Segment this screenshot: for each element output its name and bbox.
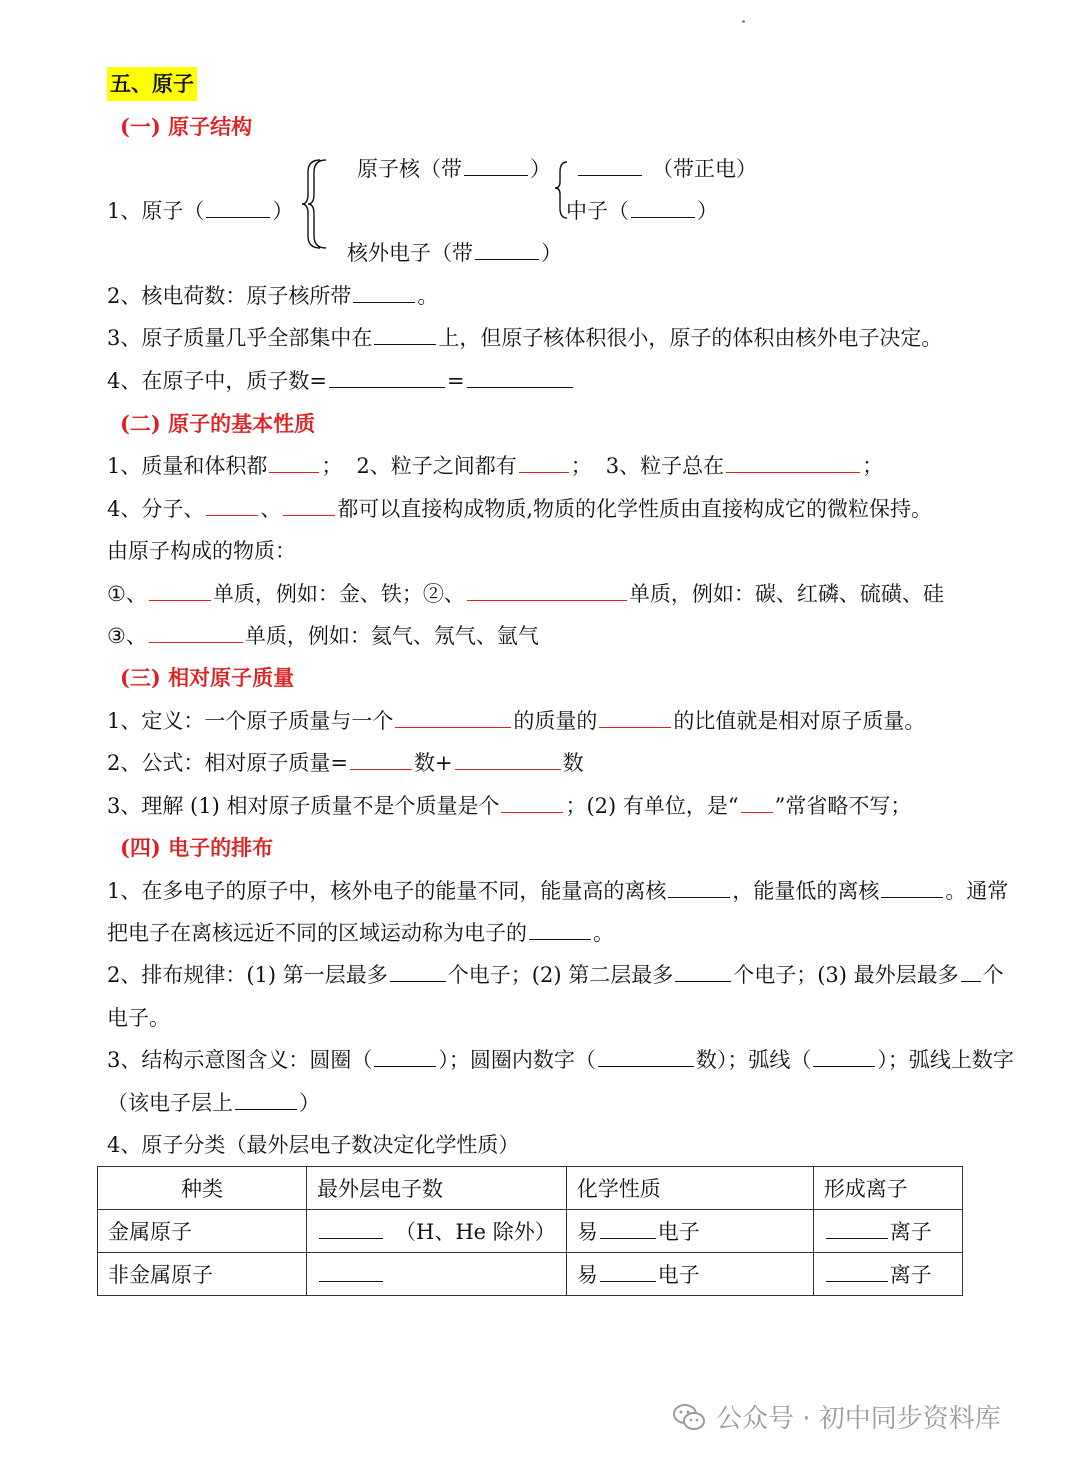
blank (329, 367, 445, 388)
blank (283, 495, 335, 516)
text: ； (321, 454, 343, 478)
text: 、 (260, 497, 282, 521)
blank (813, 1046, 875, 1067)
scan-speck (742, 20, 745, 23)
text: 单质，例如：金、铁；②、 (212, 582, 465, 606)
blank (390, 961, 446, 982)
text: 离子 (889, 1220, 932, 1244)
text: ； (862, 454, 884, 478)
text: 易 (576, 1220, 598, 1244)
blank (467, 367, 573, 388)
line-definition (107, 706, 925, 736)
text: ①、 (107, 582, 147, 606)
blank (353, 282, 415, 303)
text: 2、公式：相对原子质量= (107, 751, 348, 775)
blank (319, 1261, 383, 1282)
proton-line (576, 154, 757, 184)
blank (600, 1218, 656, 1239)
text: 单质，例如：氦气、氖气、氩气 (244, 624, 539, 648)
proton-note: （带正电） (652, 157, 757, 181)
text: 4、在原子中，质子数= (107, 369, 327, 393)
blank (455, 749, 561, 770)
blank (668, 877, 730, 898)
text: ； (570, 454, 592, 478)
blank (464, 155, 528, 176)
header-ion-formed: 形成离子 (813, 1167, 962, 1210)
line-electron-shells (107, 918, 614, 948)
line-energy-levels (107, 876, 1008, 906)
text: 。 (593, 921, 614, 945)
text: ”常省略不写； (774, 794, 912, 818)
curly-brace-atom (300, 158, 328, 250)
line-noble-gas-examples (107, 621, 539, 651)
text: 个电子；(2) 第二层最多 (447, 963, 674, 987)
cell-kind: 金属原子 (98, 1210, 307, 1253)
blank (826, 1218, 888, 1239)
section-heading-basic-properties: (二) 原子的基本性质 (120, 411, 316, 436)
blank (235, 1089, 297, 1110)
blank (395, 707, 511, 728)
atom-structure-root (107, 196, 293, 226)
text: 2、核电荷数：原子核所带 (107, 284, 352, 308)
text: 把电子在离核远近不同的区域运动称为电子的 (107, 921, 527, 945)
text: ③、 (107, 624, 147, 648)
line-arrangement-rules-cont: 电子。 (107, 1006, 170, 1030)
text: 1、定义：一个原子质量与一个 (107, 709, 394, 733)
text: ）；弧线上数字 (877, 1048, 1014, 1072)
blank (350, 749, 412, 770)
nucleus-line (357, 154, 551, 184)
blank (631, 197, 695, 218)
blank (374, 324, 436, 345)
text: 1、在多电子的原子中，核外电子的能量不同，能量高的离核 (107, 879, 667, 903)
electron-line (347, 238, 562, 268)
blank (149, 580, 211, 601)
header-outer-electrons: 最外层电子数 (307, 1167, 567, 1210)
blank (826, 1261, 888, 1282)
blank (529, 919, 591, 940)
blank (675, 961, 731, 982)
text: 2、排布规律：(1) 第一层最多 (107, 963, 388, 987)
watermark-text: 公众号 · 初中同步资料库 (716, 1404, 1001, 1434)
line-metal-examples (107, 579, 944, 609)
text: 数 (562, 751, 584, 775)
text: ；(2) 有单位，是“ (565, 794, 739, 818)
blank (578, 155, 642, 176)
cell-kind: 非金属原子 (98, 1253, 307, 1296)
blank (600, 1261, 656, 1282)
text: 离子 (889, 1263, 932, 1287)
wechat-icon (672, 1402, 706, 1432)
section-heading-relative-mass: (三) 相对原子质量 (120, 665, 295, 690)
electron-close: ） (541, 241, 562, 265)
nucleus-close: ） (530, 157, 551, 181)
text: 电子 (657, 1263, 700, 1287)
section-heading-atomic-structure: (一) 原子结构 (120, 114, 253, 139)
line-atom-classification: 4、原子分类（最外层电子数决定化学性质） (107, 1133, 520, 1157)
blank (149, 622, 243, 643)
blank (206, 495, 258, 516)
blank (206, 197, 270, 218)
text: 数）；弧线（ (695, 1048, 812, 1072)
text: 易 (576, 1263, 598, 1287)
blank (319, 1218, 383, 1239)
line-atomic-mass (107, 323, 942, 353)
table-row (98, 1210, 963, 1253)
line-diagram-meaning (107, 1045, 1014, 1075)
blank (741, 792, 773, 813)
text: = (446, 369, 465, 393)
line-atom-substances: 由原子构成的物质： (107, 539, 296, 563)
neutron-line (566, 196, 718, 226)
page-title: 五、原子 (107, 67, 197, 101)
header-kind: 种类 (98, 1167, 307, 1210)
text: （该电子层上 (107, 1091, 233, 1115)
line-diagram-meaning-cont (107, 1088, 320, 1118)
text: 个 (982, 963, 1004, 987)
text: 上，但原子核体积很小，原子的体积由核外电子决定。 (438, 326, 943, 350)
cell-ion-formed (813, 1253, 962, 1296)
electron-label: 核外电子（带 (347, 241, 473, 265)
cell-ion-formed (813, 1210, 962, 1253)
blank (475, 239, 539, 260)
atom-label: 1、原子（ (107, 199, 205, 223)
text: 电子 (657, 1220, 700, 1244)
line-constituent-particles (107, 494, 932, 524)
text: 3、结构示意图含义：圆圈（ (107, 1048, 373, 1072)
text: 个电子；(3) 最外层最多 (733, 963, 959, 987)
text: 3、粒子总在 (605, 454, 725, 478)
text: 3、原子质量几乎全部集中在 (107, 326, 373, 350)
table-row (98, 1253, 963, 1296)
text: ，能量低的离核 (732, 879, 880, 903)
blank (881, 877, 943, 898)
line-formula (107, 748, 584, 778)
blank (726, 452, 860, 473)
line-proton-number (107, 366, 575, 396)
header-chemical-property: 化学性质 (566, 1167, 813, 1210)
text: 。通常 (945, 879, 1009, 903)
text: 。 (417, 284, 439, 308)
text: 4、分子、 (107, 497, 205, 521)
blank (961, 961, 981, 982)
table-header-row (98, 1167, 963, 1210)
text: ） (299, 1091, 320, 1115)
section-heading-electron-arrangement: (四) 电子的排布 (120, 835, 274, 860)
text: 1、质量和体积都 (107, 454, 268, 478)
outer-note: （H、He 除外） (395, 1220, 556, 1244)
blank (519, 452, 569, 473)
text: 的质量的 (513, 709, 598, 733)
text: 单质，例如：碳、红磷、硫磺、硅 (628, 582, 944, 606)
cell-chemical-property (566, 1210, 813, 1253)
cell-outer-electrons (307, 1253, 567, 1296)
text: 的比值就是相对原子质量。 (673, 709, 926, 733)
line-arrangement-rules (107, 960, 1004, 990)
cell-outer-electrons (307, 1210, 567, 1253)
blank (599, 707, 671, 728)
text: ）；圆圈内数字（ (438, 1048, 596, 1072)
text: 数+ (413, 751, 453, 775)
line-understanding (107, 791, 911, 821)
nucleus-label: 原子核（带 (357, 157, 462, 181)
line-nuclear-charge (107, 281, 438, 311)
blank (501, 792, 563, 813)
blank (598, 1046, 694, 1067)
watermark (672, 1398, 1001, 1435)
cell-chemical-property (566, 1253, 813, 1296)
text: 都可以直接构成物质,物质的化学性质由直接构成它的微粒保持。 (337, 497, 933, 521)
blank (269, 452, 319, 473)
blank (374, 1046, 436, 1067)
line-particle-properties (107, 451, 883, 481)
blank (467, 580, 627, 601)
text: 3、理解 (1) 相对原子质量不是个质量是个 (107, 794, 500, 818)
atom-close: ） (272, 199, 294, 223)
neutron-label: 中子（ (566, 199, 629, 223)
neutron-close: ） (697, 199, 718, 223)
atom-classification-table (97, 1166, 963, 1296)
text: 2、粒子之间都有 (356, 454, 517, 478)
